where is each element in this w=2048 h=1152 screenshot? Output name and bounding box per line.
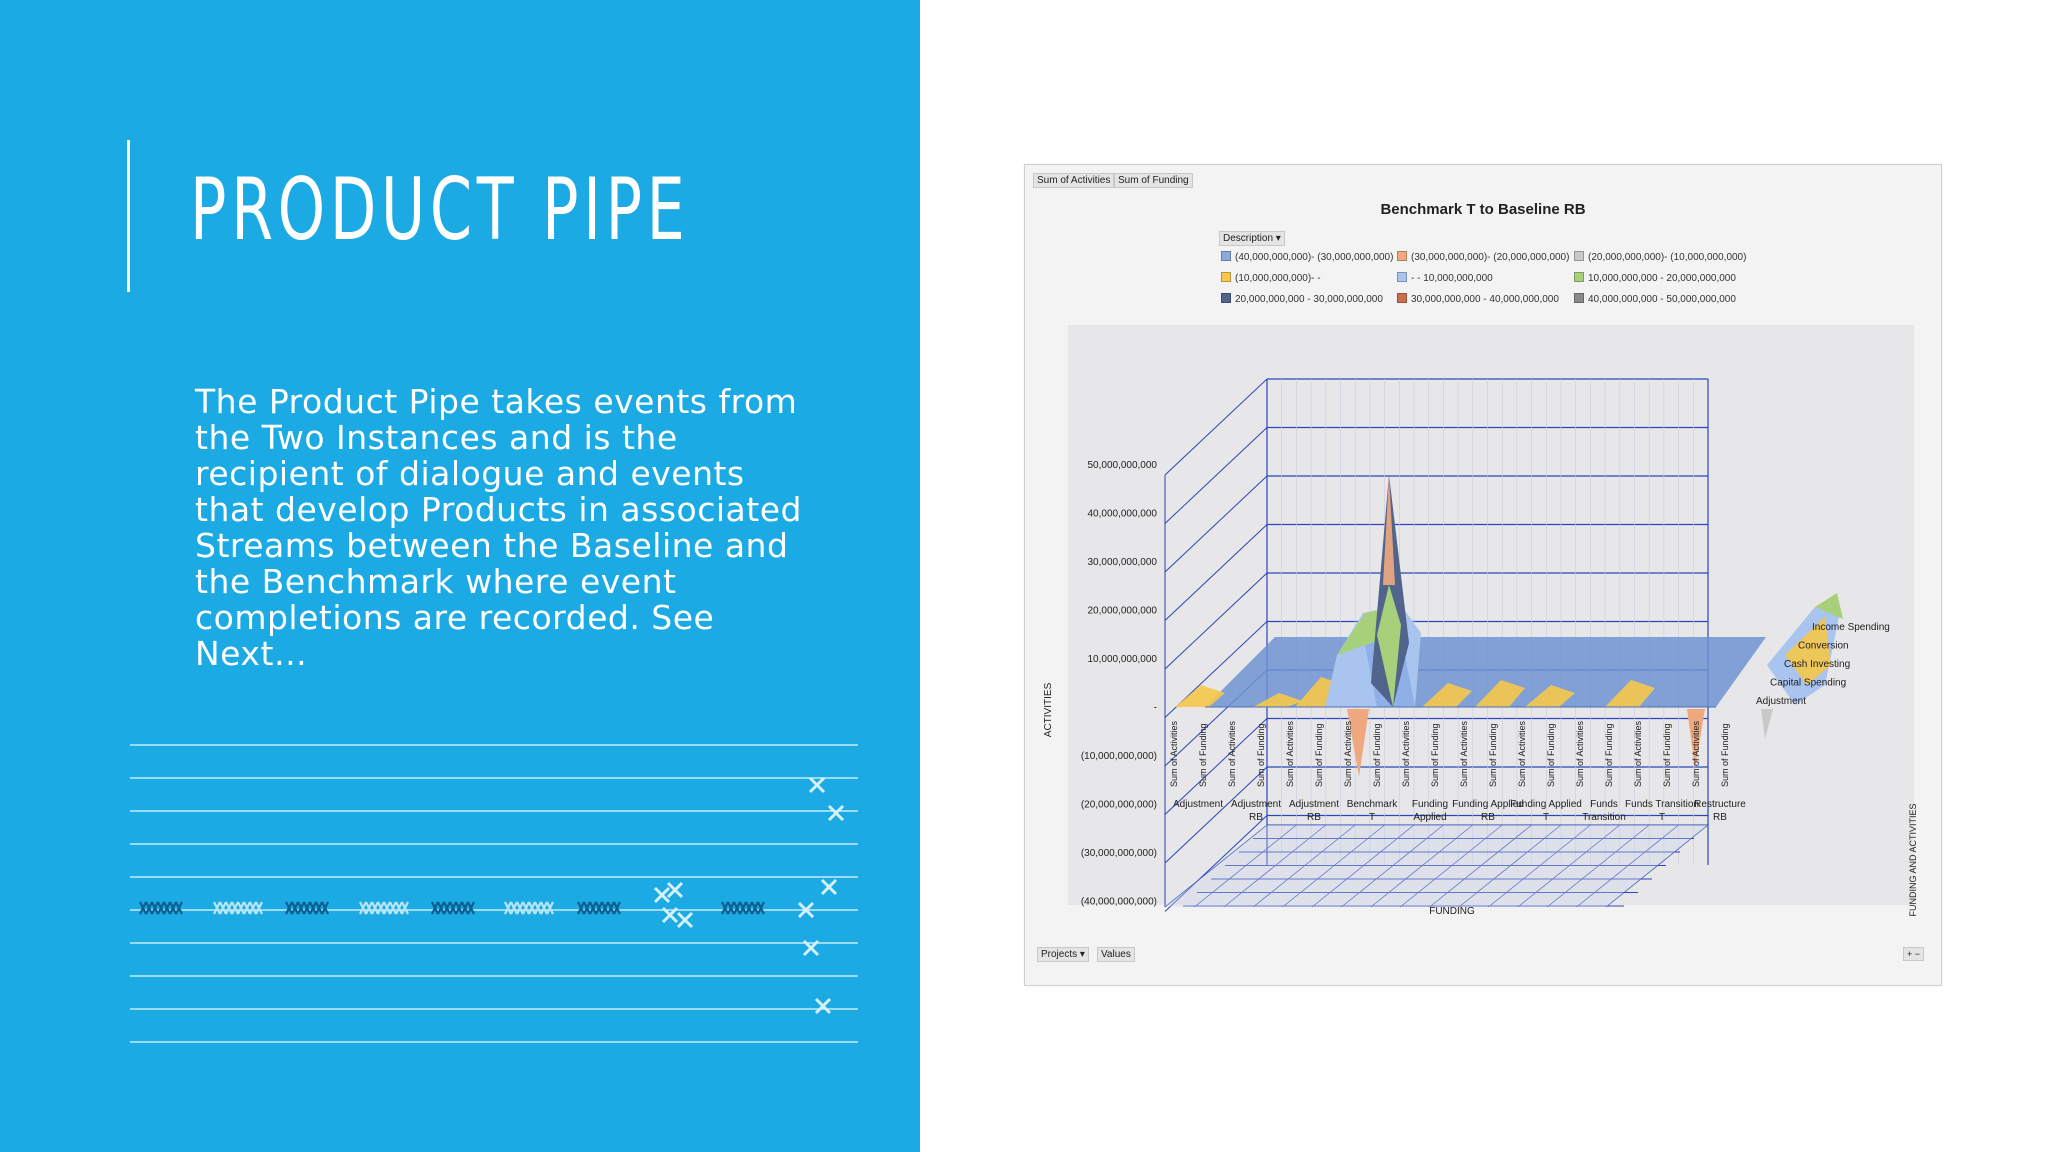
category-label-line2: RB [1481, 812, 1495, 823]
deco-cross-mark [590, 902, 596, 914]
y-tick-label: (30,000,000,000) [1080, 848, 1157, 859]
deco-x-mark [822, 880, 836, 894]
series-label: Cash Investing [1784, 659, 1851, 670]
deco-cross-mark [402, 902, 408, 914]
y-tick-label: 40,000,000,000 [1087, 508, 1157, 520]
deco-cross-mark [450, 902, 456, 914]
series-label: Conversion [1798, 640, 1849, 652]
deco-cross-mark [462, 902, 468, 914]
category-label-line2: RB [1249, 812, 1263, 823]
legend-label: (20,000,000,000)- (10,000,000,000) [1588, 252, 1747, 263]
category-label: Funding [1411, 799, 1449, 810]
deco-cross-mark [292, 902, 298, 914]
y-tick-label: (20,000,000,000) [1080, 799, 1157, 811]
value-label: Sum of Activities [1517, 720, 1527, 787]
chart-plot-area [1025, 165, 1941, 985]
deco-cross-mark [614, 902, 620, 914]
deco-cross-mark [740, 902, 746, 914]
deco-cross-mark [758, 902, 764, 914]
legend-label: (40,000,000,000)- (30,000,000,000) [1235, 252, 1394, 263]
deco-cross-mark [176, 902, 182, 914]
deco-cross-mark [523, 902, 529, 914]
sum-of-activities-field-button[interactable]: Sum of Activities [1033, 173, 1114, 188]
category-label-line2: Transition [1582, 812, 1626, 823]
deco-cross-mark [226, 902, 232, 914]
value-label: Sum of Activities [1169, 720, 1179, 787]
value-label: Sum of Funding [1720, 723, 1730, 787]
deco-cross-mark [316, 902, 322, 914]
value-label: Sum of Funding [1430, 723, 1440, 787]
deco-cross-mark [734, 902, 740, 914]
deco-cross-mark [584, 902, 590, 914]
values-field-button[interactable]: Values [1097, 947, 1135, 962]
y-tick-label: 20,000,000,000 [1087, 605, 1157, 617]
deco-cross-mark [390, 902, 396, 914]
deco-x-mark [668, 883, 682, 897]
deco-cross-mark [256, 902, 262, 914]
deco-cross-mark [310, 902, 316, 914]
category-label: Funding Applied [1510, 799, 1582, 810]
y-tick-label: 30,000,000,000 [1087, 557, 1157, 568]
value-label: Sum of Activities [1285, 720, 1295, 787]
legend-label: 30,000,000,000 - 40,000,000,000 [1411, 294, 1559, 305]
value-label: Sum of Activities [1633, 720, 1643, 787]
deco-cross-mark [140, 902, 146, 914]
category-label-line2: T [1658, 812, 1666, 823]
deco-cross-mark [547, 902, 553, 914]
deco-cross-mark [298, 902, 304, 914]
deco-cross-mark [596, 902, 602, 914]
deco-cross-mark [146, 902, 152, 914]
legend-label: 20,000,000,000 - 30,000,000,000 [1235, 294, 1383, 305]
value-label: Sum of Funding [1488, 723, 1498, 787]
value-label: Sum of Activities [1459, 720, 1469, 787]
deco-cross-mark [444, 902, 450, 914]
deco-cross-mark [244, 902, 250, 914]
slide-body-text: The Product Pipe takes events from the Two Instances and is the recipient of dialogue and events that develop Products in associated Streams between the Baseline and the Benchmark where event completions are recorded. See Next… [195, 382, 802, 673]
deco-cross-mark [746, 902, 752, 914]
category-label-line2: RB [1713, 812, 1727, 823]
deco-cross-mark [152, 902, 158, 914]
deco-cross-mark [158, 902, 164, 914]
category-label: Adjustment [1230, 799, 1282, 810]
deco-cross-mark [529, 902, 535, 914]
deco-cross-mark [505, 902, 511, 914]
value-label: Sum of Funding [1662, 723, 1672, 787]
value-label: Sum of Activities [1575, 720, 1585, 787]
deco-cross-mark [360, 902, 366, 914]
chart-title: Benchmark T to Baseline RB [1380, 201, 1586, 218]
deco-cross-mark [517, 902, 523, 914]
deco-x-mark [655, 888, 669, 902]
category-label-line2: T [1542, 812, 1550, 823]
deco-cross-mark [578, 902, 584, 914]
deco-cross-mark [456, 902, 462, 914]
deco-cross-mark [608, 902, 614, 914]
z-axis-title: FUNDING AND ACTIVITIES [1908, 803, 1918, 917]
value-label: Sum of Funding [1546, 723, 1556, 787]
sum-of-funding-field-button[interactable]: Sum of Funding [1114, 173, 1193, 188]
value-label: Sum of Funding [1314, 723, 1324, 787]
description-filter-button[interactable]: Description ▾ [1219, 231, 1285, 246]
y-tick-label: 10,000,000,000 [1087, 654, 1157, 665]
category-label: Adjustment [1288, 799, 1340, 810]
deco-cross-mark [384, 902, 390, 914]
zoom-controls[interactable]: + − [1903, 947, 1924, 961]
deco-cross-mark [286, 902, 292, 914]
value-label: Sum of Activities [1691, 720, 1701, 787]
category-label-line2: RB [1307, 812, 1321, 823]
deco-cross-mark [438, 902, 444, 914]
slide-title: PRODUCT PIPE [190, 160, 690, 260]
deco-x-mark [829, 806, 843, 820]
y-tick-label: (40,000,000,000) [1080, 896, 1157, 908]
value-label: Sum of Activities [1227, 720, 1237, 787]
legend-label: (10,000,000,000)- - [1235, 273, 1321, 284]
deco-cross-mark [238, 902, 244, 914]
x-axis-title: FUNDING [1429, 906, 1475, 917]
deco-cross-mark [602, 902, 608, 914]
deco-x-mark [678, 913, 692, 927]
deco-cross-mark [220, 902, 226, 914]
deco-cross-mark [396, 902, 402, 914]
deco-cross-mark [432, 902, 438, 914]
deco-cross-mark [164, 902, 170, 914]
category-label: Funds [1590, 799, 1618, 810]
category-label-line2: T [1368, 812, 1376, 823]
series-label: Income Spending [1812, 622, 1890, 633]
value-label: Sum of Activities [1401, 720, 1411, 787]
category-label: Benchmark [1346, 799, 1398, 810]
category-label: Adjustment [1172, 799, 1224, 810]
category-label: Funds Transition [1625, 799, 1699, 810]
series-label: Adjustment [1756, 696, 1807, 707]
deco-cross-mark [722, 902, 728, 914]
series-label: Capital Spending [1770, 677, 1847, 689]
value-label: Sum of Funding [1198, 723, 1208, 787]
deco-cross-mark [535, 902, 541, 914]
legend-label: - - 10,000,000,000 [1411, 273, 1493, 284]
deco-cross-mark [728, 902, 734, 914]
deco-cross-mark [214, 902, 220, 914]
deco-cross-mark [752, 902, 758, 914]
category-label-line2: Applied [1413, 812, 1447, 823]
deco-cross-mark [322, 902, 328, 914]
deco-cross-mark [372, 902, 378, 914]
y-tick-label: (10,000,000,000) [1080, 751, 1157, 762]
category-label: Funding Applied [1452, 799, 1524, 810]
value-label: Sum of Funding [1372, 723, 1382, 787]
legend-label: (30,000,000,000)- (20,000,000,000) [1411, 252, 1570, 263]
legend-label: 10,000,000,000 - 20,000,000,000 [1588, 273, 1736, 284]
y-tick-label: - [1153, 702, 1157, 714]
title-panel [0, 0, 920, 1152]
deco-cross-mark [304, 902, 310, 914]
decorative-lines-graphic [0, 0, 920, 1152]
y-tick-label: 50,000,000,000 [1087, 460, 1157, 471]
deco-cross-mark [511, 902, 517, 914]
deco-cross-mark [468, 902, 474, 914]
category-label: Restructure [1694, 799, 1746, 810]
deco-cross-mark [366, 902, 372, 914]
deco-cross-mark [170, 902, 176, 914]
pivot-chart-screenshot [1024, 164, 1942, 986]
value-label: Sum of Funding [1604, 723, 1614, 787]
legend-label: 40,000,000,000 - 50,000,000,000 [1588, 294, 1736, 305]
deco-cross-mark [232, 902, 238, 914]
projects-field-button[interactable]: Projects ▾ [1037, 947, 1089, 962]
value-label: Sum of Funding [1256, 723, 1266, 787]
y-axis-title: ACTIVITIES [1043, 682, 1054, 738]
deco-x-mark [810, 778, 824, 792]
deco-cross-mark [541, 902, 547, 914]
deco-x-mark [816, 999, 830, 1013]
deco-cross-mark [378, 902, 384, 914]
deco-cross-mark [250, 902, 256, 914]
value-label: Sum of Activities [1343, 720, 1353, 787]
